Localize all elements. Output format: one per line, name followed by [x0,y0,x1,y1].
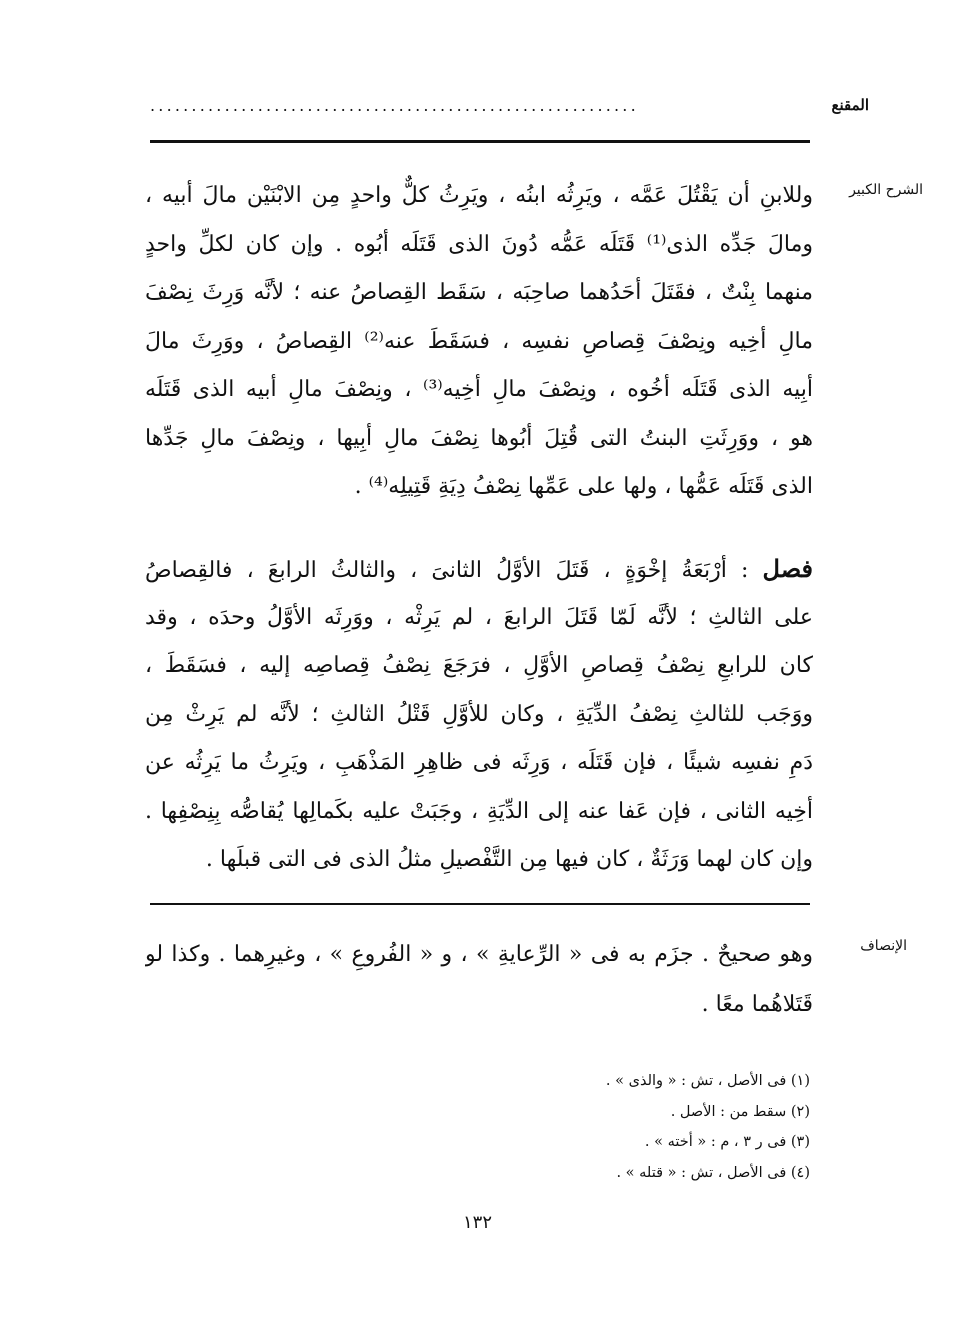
text-line: دَمِ نفسِه شيئًا ، فإن قَتَلَه ، وَرِثَه فى ظاهِرِ المَذْهَبِ ، ويَرِثُ ما يَرِثُه عن [145,750,813,775]
text-line: ووَجَب للثالثِ نِصْفُ الدِّيَةِ ، وكان للأوَّلِ قَتْلُ الثالثِ ؛ لأنَّه لم يَرِثْ مِن [145,701,813,727]
section-separator [150,903,810,905]
footnote: (٢) سقط من : الأصل . [670,1103,810,1120]
text-line: أخِيه الثانى ، فإن عَفا عنه إلى الدِّيَةِ ، وجَبَتْ عليه بكَمالِها يُقاصُّه بِنِصْفِها . [145,798,813,824]
text-line: مالِ أخِيه ونِصْفَ قِصاصِ نفسِه ، فسَقَطَ عنه⁽²⁾ القِصاصُ ، ووَرِثَ مالَ [145,328,813,354]
text-line: وإن كان لهما وَرَثَةٌ ، كان فيها مِن التَّفْصيلِ مثلُ الذى فى التى قبلَها . [205,847,813,872]
text-line: الذى قَتَلَه عَمُّها ، ولها على عَمِّها نِصْفُ دِيَةِ قَتِيلِه⁽⁴⁾ . [354,474,813,499]
text-line: أبِيه الذى قَتَلَه أخُوه ، ونِصْفَ مالِ أخِيه⁽³⁾ ، ونِصْفَ مالِ أبيه الذى قَتَلَه [145,377,813,402]
footnote: (٣) فى ر ٣ ، م : « أخته » . [644,1134,810,1150]
text-line: وهو صحيحٌ . جزَم به فى « الرِّعايةِ » ، و « الفُروعِ » ، وغيرِهما . وكذا لو [145,942,813,967]
header-dot-leader: ........................................................... [150,96,639,114]
insaf-paragraph [145,930,813,1030]
margin-label-sharh: الشرح الكبير [849,182,923,198]
text-line: وللابنِ أن يَقْتُلَ عَمَّه ، ويَرِثُه ابنُه ، ويَرِثُ كلٌّ واحدٍ مِن الابْنَيْن مالَ أبيه ، [145,183,813,208]
text-line: على الثالثِ ؛ لأنَّه لَمّا قَتَلَ الرابعَ ، لم يَرِثْه ، ووَرِثَه الأوَّلُ وحدَه ، وقد [145,604,813,630]
text-line [145,545,813,594]
footnote: (٤) فى الأصل ، تش : « قتله » . [616,1164,810,1181]
footnotes [560,1066,810,1188]
text-line: هو ، ووَرِثَتِ البنتُ التى قُتِلَ أبُوها نِصْفَ مالِ أبِيها ، ونِصْفَ مالِ جَدِّها [145,425,813,451]
text-line: منهما بِنْتٌ ، فقَتَلَ أحَدُهما صاحِبَه ، سَقَط القِصاصُ عنه ؛ لأنَّه وَرِثَ نِصْفَ [145,280,813,305]
fasl-heading: فصل [762,554,813,583]
page-number: ١٣٢ [462,1212,492,1233]
header-rule [150,140,810,143]
text-line: ومالَ جَدِّه الذى⁽¹⁾ قَتَلَه عَمُّه دُونَ الذى قَتَلَه أبُوه . وإن كان لكلِّ واحدٍ [145,231,813,257]
running-title: المقنع [831,96,869,114]
text-line: قَتَلاهُما معًا . [701,992,813,1017]
fasl-section [145,545,813,885]
fasl-first-line-text: : أرْبَعَةُ إخْوَةٍ ، قَتَلَ الأوَّلُ الثانىَ ، والثالثُ الرابعَ ، فالقِصاصُ [145,558,763,583]
sharh-paragraph [145,172,813,512]
footnote: (١) فى الأصل ، تش : « والذى » . [605,1073,810,1089]
text-line: كان للرابعِ نِصْفُ قِصاصِ الأوَّلِ ، فرَجَعَ نِصْفُ قِصاصِه إليه ، فسَقَطَ ، [145,653,813,678]
margin-label-insaf: الإنصاف [860,938,907,954]
